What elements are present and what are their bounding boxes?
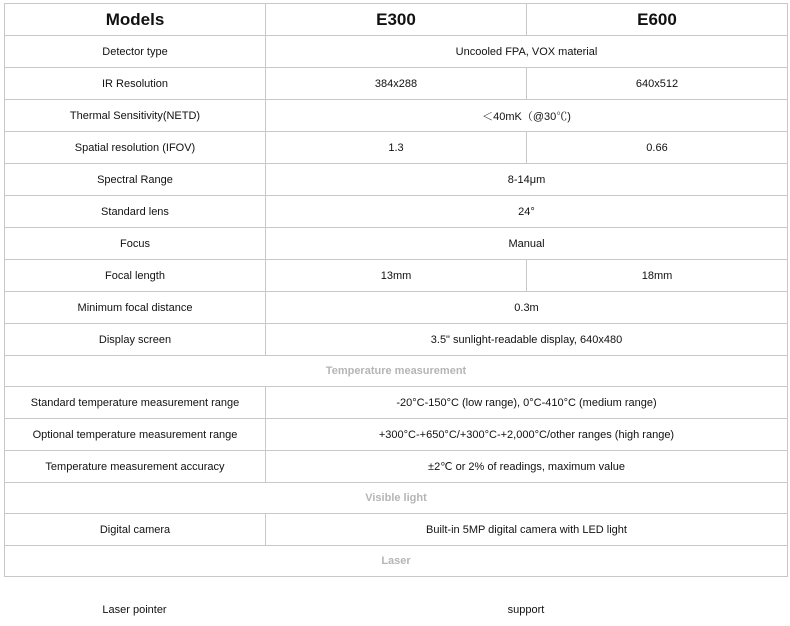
row-value: 0.3m — [266, 292, 788, 324]
table-row — [5, 36, 788, 68]
row-label: Minimum focal distance — [5, 292, 266, 324]
section-row — [5, 356, 788, 387]
row-value-e300: 1.3 — [266, 132, 527, 164]
row-label: Focus — [5, 228, 266, 260]
table-row — [5, 132, 788, 164]
section-visible-heading: Visible light — [5, 483, 788, 514]
row-value: 3.5" sunlight-readable display, 640x480 — [266, 324, 788, 356]
row-value-e300: 13mm — [266, 260, 527, 292]
table-row — [5, 419, 788, 451]
row-label: IR Resolution — [5, 68, 266, 100]
row-value-e300: 384x288 — [266, 68, 527, 100]
row-label: Standard lens — [5, 196, 266, 228]
section-row — [5, 546, 788, 577]
table-row — [4, 597, 787, 623]
table-row — [5, 164, 788, 196]
table-row — [5, 68, 788, 100]
table-row — [5, 514, 788, 546]
table-row — [5, 387, 788, 419]
row-value: Uncooled FPA, VOX material — [266, 36, 788, 68]
row-value: -20°C-150°C (low range), 0°C-410°C (medium range) — [266, 387, 788, 419]
table-row — [5, 196, 788, 228]
row-value: +300°C-+650°C/+300°C-+2,000°C/other ranges (high range) — [266, 419, 788, 451]
row-value: Built-in 5MP digital camera with LED light — [266, 514, 788, 546]
row-value-e600: 640x512 — [527, 68, 788, 100]
table-row — [5, 324, 788, 356]
row-label: Digital camera — [5, 514, 266, 546]
row-value: 24° — [266, 196, 788, 228]
row-label: Laser pointer — [102, 604, 167, 616]
table-row — [5, 228, 788, 260]
row-label: Spatial resolution (IFOV) — [5, 132, 266, 164]
row-value: ±2℃ or 2% of readings, maximum value — [266, 451, 788, 483]
table-row — [5, 100, 788, 132]
row-label: Spectral Range — [5, 164, 266, 196]
model-e600-header: E600 — [527, 4, 788, 36]
section-row — [5, 483, 788, 514]
section-laser-heading: Laser — [5, 546, 788, 577]
model-e300-header: E300 — [266, 4, 527, 36]
row-value: support — [507, 604, 545, 616]
row-label: Focal length — [5, 260, 266, 292]
row-label: Temperature measurement accuracy — [5, 451, 266, 483]
row-value-e600: 18mm — [527, 260, 788, 292]
spec-table — [4, 3, 788, 577]
row-value: ＜40mK（@30℃) — [266, 100, 788, 132]
row-value: 8-14μm — [266, 164, 788, 196]
section-temperature-heading: Temperature measurement — [5, 356, 788, 387]
table-row — [5, 451, 788, 483]
table-row — [5, 292, 788, 324]
row-label: Standard temperature measurement range — [5, 387, 266, 419]
row-label: Thermal Sensitivity(NETD) — [5, 100, 266, 132]
row-label: Optional temperature measurement range — [5, 419, 266, 451]
row-value: Manual — [266, 228, 788, 260]
row-label: Detector type — [5, 36, 266, 68]
row-label: Display screen — [5, 324, 266, 356]
row-value-e600: 0.66 — [527, 132, 788, 164]
table-header-row — [5, 4, 788, 36]
table-row — [5, 260, 788, 292]
models-header: Models — [5, 4, 266, 36]
